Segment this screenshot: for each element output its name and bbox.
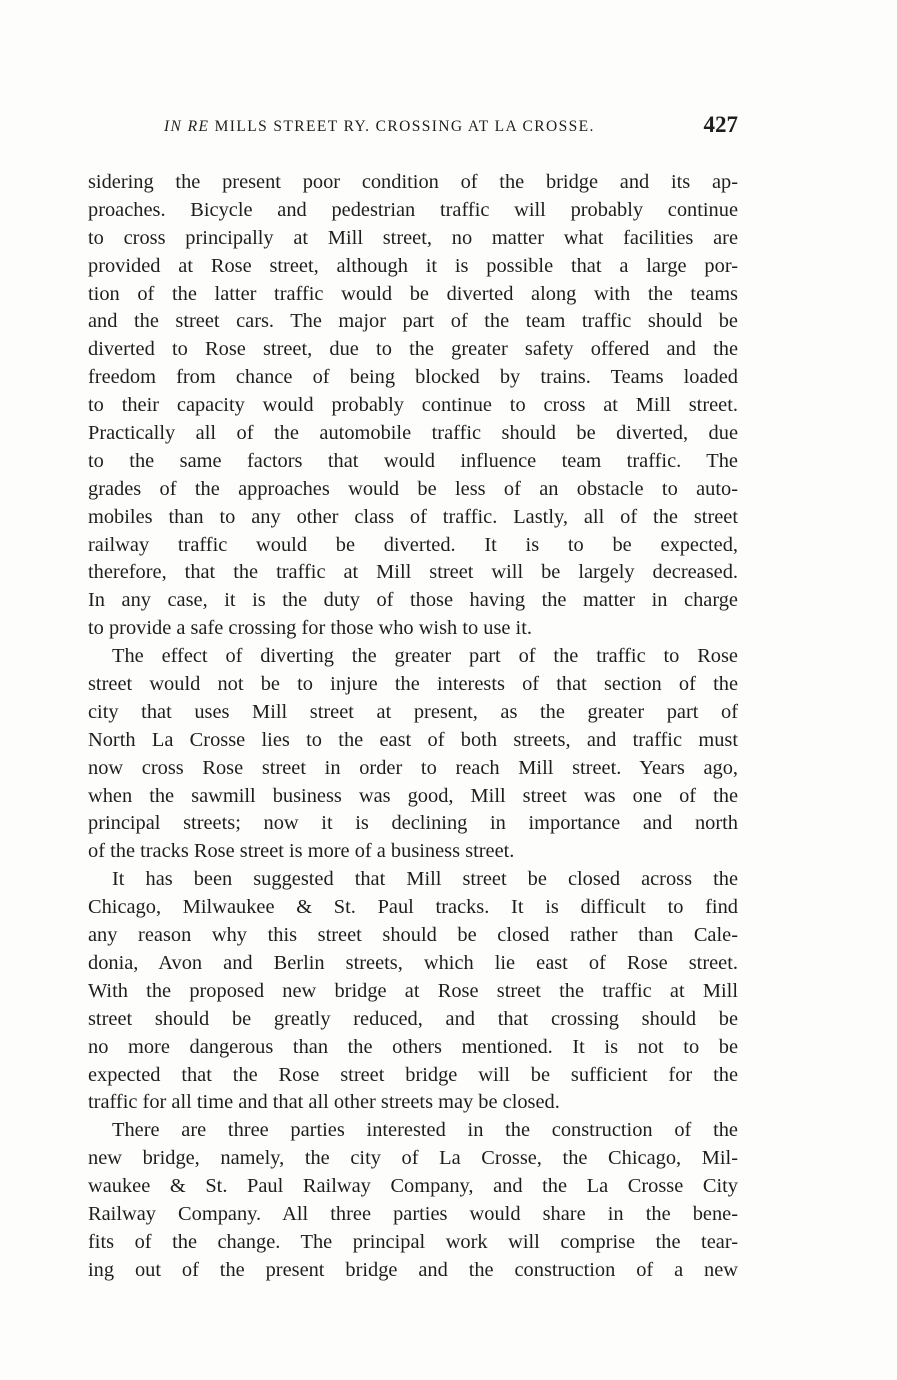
text-line: sidering the present poor condition of the bridge and its ap- [88, 171, 738, 193]
text-line: It has been suggested that Mill street be closed across the [112, 868, 738, 891]
text-line: street should be greatly reduced, and that crossing should be [88, 1007, 738, 1030]
body-text [88, 169, 738, 1285]
paragraph-4 [88, 1117, 738, 1284]
text-line: street would not be to injure the interests of that section of the [88, 673, 738, 696]
text-line: freedom from chance of being blocked by trains. Teams loaded [88, 366, 738, 389]
text-line: grades of the approaches would be less of an obstacle to auto- [88, 477, 738, 500]
text-line: and the street cars. The major part of the team traffic should be [88, 310, 738, 333]
text-line: new bridge, namely, the city of La Crosse, the Chicago, Mil- [88, 1147, 738, 1170]
text-line: railway traffic would be diverted. It is to be expected, [88, 533, 738, 556]
running-title-text: MILLS STREET RY. CROSSING AT LA CROSSE. [214, 118, 595, 135]
text-line: to provide a safe crossing for those who wish to use it. [88, 617, 532, 640]
text-line: tion of the latter traffic would be diverted along with the teams [88, 282, 738, 305]
text-line: Practically all of the automobile traffic should be diverted, due [88, 422, 738, 445]
running-title [164, 118, 595, 136]
text-line: therefore, that the traffic at Mill street will be largely decreased. [88, 561, 738, 584]
text-line: traffic for all time and that all other streets may be closed. [88, 1091, 560, 1114]
text-line: to cross principally at Mill street, no matter what facilities are [88, 226, 738, 249]
text-line: provided at Rose street, although it is possible that a large por- [88, 254, 738, 277]
text-line: when the sawmill business was good, Mill street was one of the [88, 784, 738, 807]
text-line: Railway Company. All three parties would share in the bene- [88, 1202, 738, 1225]
text-line: mobiles than to any other class of traffic. Lastly, all of the street [88, 505, 738, 528]
running-header [88, 112, 738, 142]
page-number: 427 [703, 112, 738, 137]
text-line: city that uses Mill street at present, as the greater part of [88, 700, 738, 723]
text-line: ing out of the present bridge and the construction of a new [88, 1258, 738, 1281]
text-line: waukee & St. Paul Railway Company, and the La Crosse City [88, 1175, 738, 1198]
text-line: fits of the change. The principal work will comprise the tear- [88, 1230, 738, 1253]
text-line: of the tracks Rose street is more of a business street. [88, 840, 515, 863]
text-line: North La Crosse lies to the east of both streets, and traffic must [88, 728, 738, 751]
paragraph-1 [88, 169, 738, 643]
text-line: to the same factors that would influence team traffic. The [88, 449, 738, 472]
paragraph-3 [88, 866, 738, 1117]
text-line: any reason why this street should be closed rather than Cale- [88, 924, 738, 947]
text-line: proaches. Bicycle and pedestrian traffic will probably continue [88, 198, 738, 221]
text-line: donia, Avon and Berlin streets, which lie east of Rose street. [88, 951, 738, 974]
text-line: now cross Rose street in order to reach Mill street. Years ago, [88, 756, 738, 779]
text-line: to their capacity would probably continue to cross at Mill street. [88, 394, 738, 417]
text-line: diverted to Rose street, due to the greater safety offered and the [88, 338, 738, 361]
running-title-italic: IN RE [164, 118, 210, 135]
text-line: With the proposed new bridge at Rose street the traffic at Mill [88, 979, 738, 1002]
text-line: In any case, it is the duty of those having the matter in charge [88, 589, 738, 612]
paragraph-2 [88, 643, 738, 866]
text-line: There are three parties interested in the construction of the [112, 1119, 738, 1142]
text-line: principal streets; now it is declining in importance and north [88, 812, 738, 835]
text-line: no more dangerous than the others mentioned. It is not to be [88, 1035, 738, 1058]
text-line: The effect of diverting the greater part of the traffic to Rose [112, 645, 738, 668]
text-line: expected that the Rose street bridge will be sufficient for the [88, 1063, 738, 1086]
text-line: Chicago, Milwaukee & St. Paul tracks. It is difficult to find [88, 896, 738, 919]
